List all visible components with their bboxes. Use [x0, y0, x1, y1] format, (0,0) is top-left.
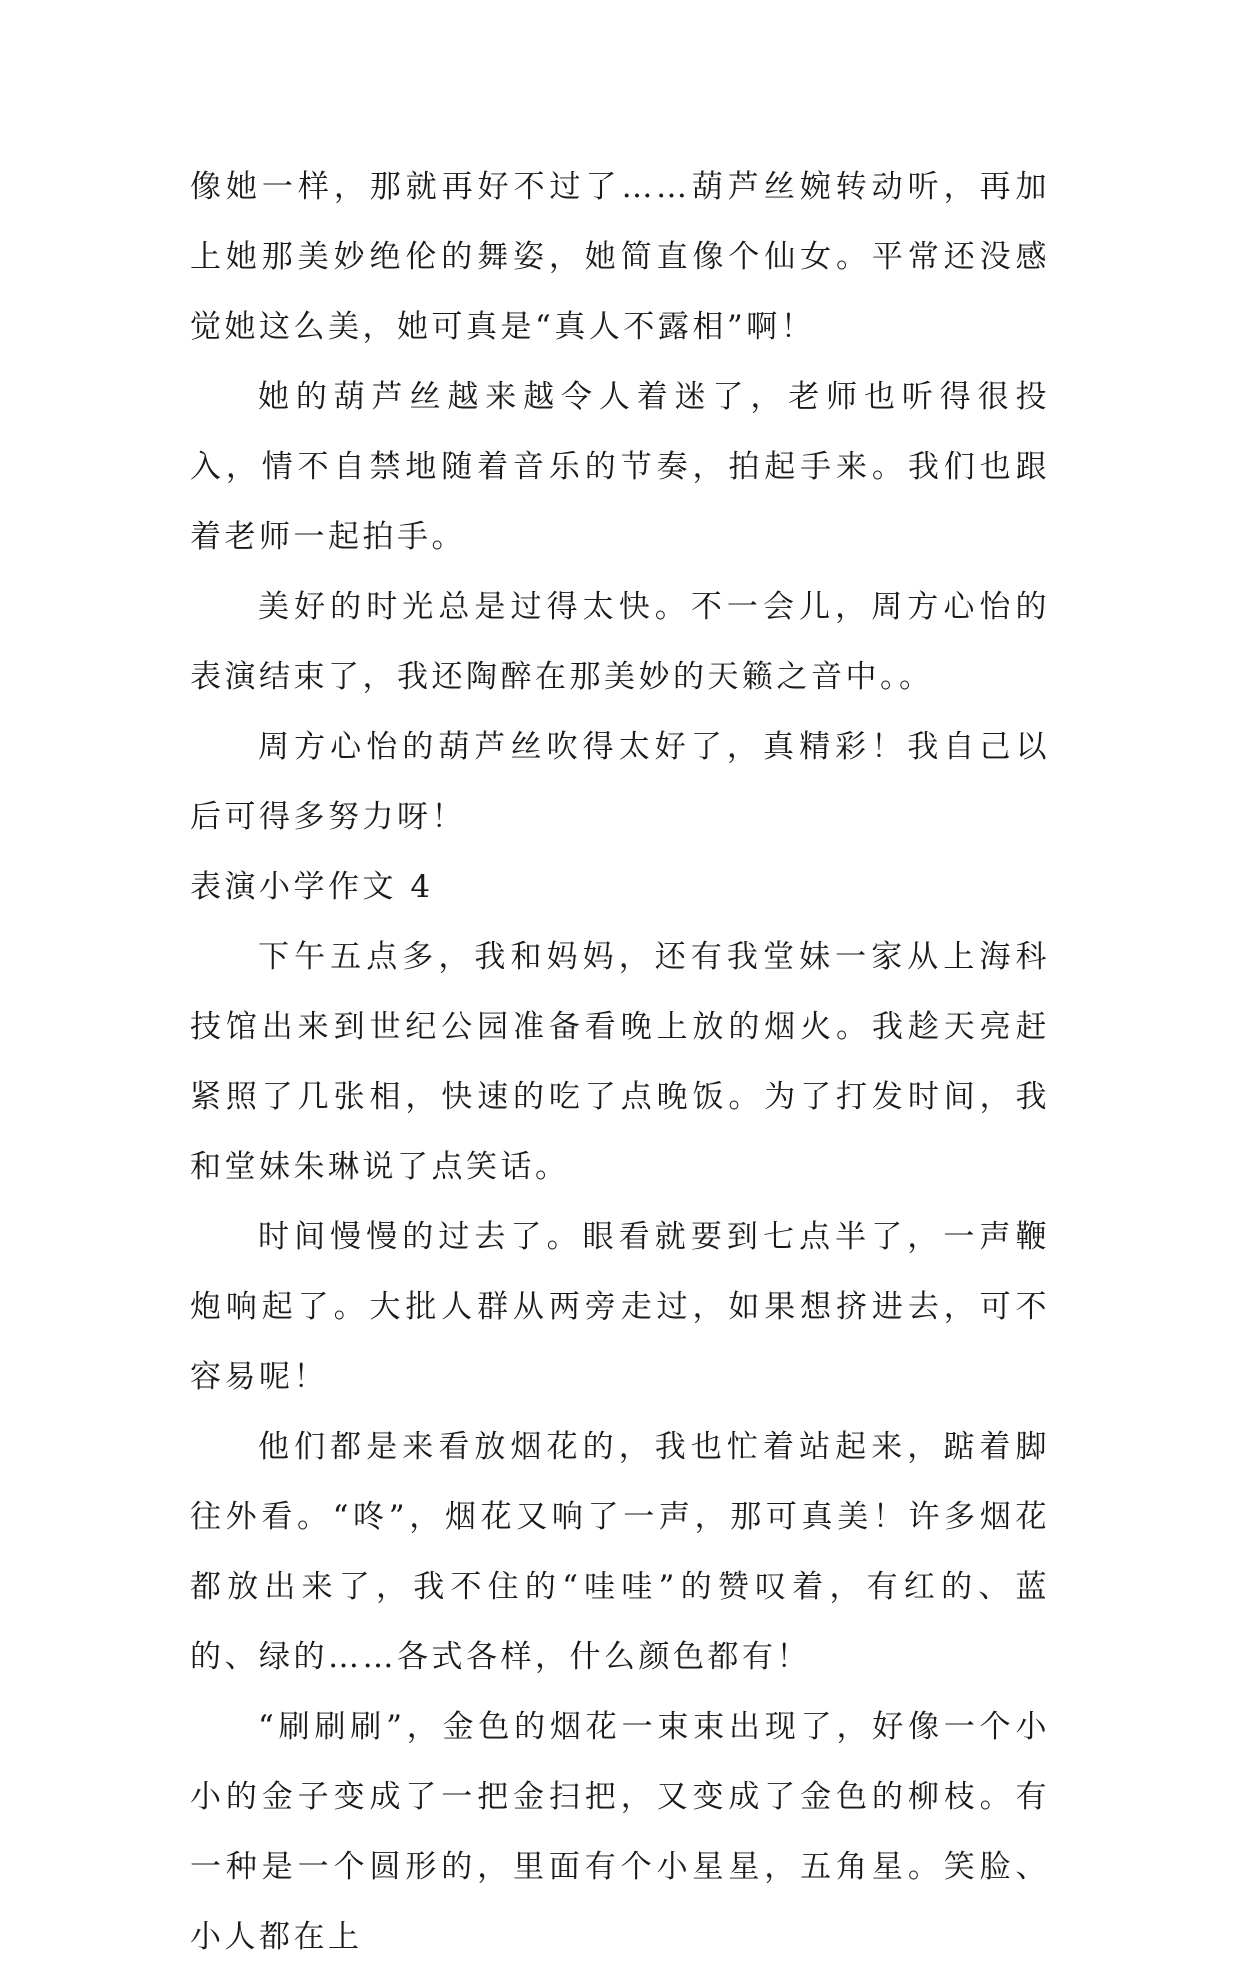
- paragraph: 她的葫芦丝越来越令人着迷了，老师也听得很投入，情不自禁地随着音乐的节奏，拍起手来。我们也跟着老师一起拍手。: [190, 379, 1050, 555]
- document-body: [190, 152, 1050, 1972]
- paragraph: 下午五点多，我和妈妈，还有我堂妹一家从上海科技馆出来到世纪公园准备看晚上放的烟火。我趁天亮赶紧照了几张相，快速的吃了点晚饭。为了打发时间，我和堂妹朱琳说了点笑话。: [190, 939, 1050, 1185]
- paragraph: 美好的时光总是过得太快。不一会儿，周方心怡的表演结束了，我还陶醉在那美妙的天籁之音中。。: [190, 589, 1050, 695]
- paragraph: 像她一样，那就再好不过了……葫芦丝婉转动听，再加上她那美妙绝伦的舞姿，她简直像个仙女。平常还没感觉她这么美，她可真是“真人不露相”啊！: [190, 169, 1050, 345]
- paragraph: 他们都是来看放烟花的，我也忙着站起来，踮着脚往外看。“咚”，烟花又响了一声，那可真美！许多烟花都放出来了，我不住的“哇哇”的赞叹着，有红的、蓝的、绿的……各式各样，什么颜色都有！: [190, 1429, 1050, 1675]
- paragraph: 周方心怡的葫芦丝吹得太好了，真精彩！我自己以后可得多努力呀！: [190, 729, 1050, 835]
- paragraph: “刷刷刷”，金色的烟花一束束出现了，好像一个小小的金子变成了一把金扫把，又变成了金色的柳枝。有一种是一个圆形的，里面有个小星星，五角星。笑脸、小人都在上: [190, 1709, 1050, 1955]
- section-heading: 表演小学作文 4: [190, 869, 434, 905]
- paragraph: 时间慢慢的过去了。眼看就要到七点半了，一声鞭炮响起了。大批人群从两旁走过，如果想挤进去，可不容易呢！: [190, 1219, 1050, 1395]
